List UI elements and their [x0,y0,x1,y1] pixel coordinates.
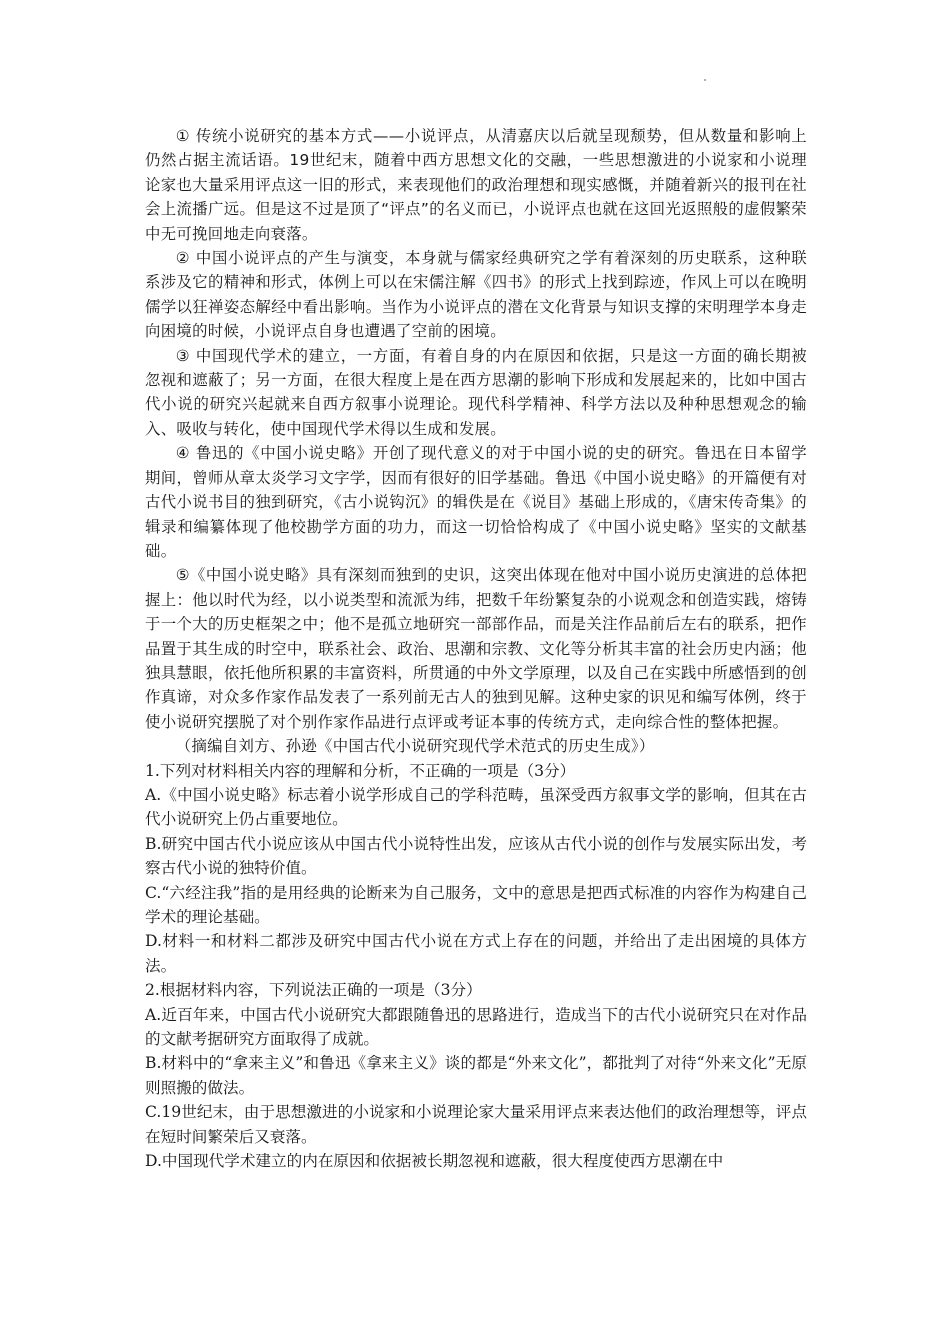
passage-paragraph-2: ② 中国小说评点的产生与演变，本身就与儒家经典研究之学有着深刻的历史联系，这种联系涉及它的精神和形式，体例上可以在宋儒注解《四书》的形式上找到踪迹，作风上可以在晚明儒学以狂禅姿态解经中看出影响。当作为小说评点的潜在文化背景与知识支撑的宋明理学本身走向困境的时候，小说评点自身也遭遇了空前的困境。 [145,249,807,341]
passage-paragraph-1: ① 传统小说研究的基本方式——小说评点，从清嘉庆以后就呈现颓势，但从数量和影响上仍然占据主流话语。19世纪末，随着中西方思想文化的交融，一些思想激进的小说家和小说理论家也大量采用评点这一旧的形式，来表现他们的政治理想和现实感慨，并随着新兴的报刊在社会上流播广远。但是这不过是顶了“评点”的名义而已，小说评点也就在这回光返照般的虚假繁荣中无可挽回地走向衰落。 [145,127,807,243]
question-1-stem: 1.下列对材料相关内容的理解和分析，不正确的一项是（3分） [145,761,576,780]
question-1-option-d: D.材料一和材料二都涉及研究中国古代小说在方式上存在的问题，并给出了走出困境的具体方法。 [145,932,807,975]
reading-passage [145,124,807,759]
question-2-option-b: B.材料中的“拿来主义”和鲁迅《拿来主义》谈的都是“外来文化”，都批判了对待“外来文化”无原则照搬的做法。 [145,1054,807,1097]
passage-paragraph-4: ④ 鲁迅的《中国小说史略》开创了现代意义的对于中国小说的史的研究。鲁迅在日本留学期间，曾师从章太炎学习文字学，因而有很好的旧学基础。鲁迅《中国小说史略》的开篇便有对古代小说书目的独到研究，《古小说钩沉》的辑佚是在《说目》基础上形成的，《唐宋传奇集》的辑录和编纂体现了他校勘学方面的功力，而这一切恰恰构成了《中国小说史略》坚实的文献基础。 [145,444,807,560]
question-2-option-a: A.近百年来，中国古代小说研究大都跟随鲁迅的思路进行，造成当下的古代小说研究只在对作品的文献考据研究方面取得了成就。 [145,1005,807,1049]
question-2-stem: 2.根据材料内容，下列说法正确的一项是（3分） [145,981,482,1000]
question-1-option-c: C.“六经注我”指的是用经典的论断来为自己服务，文中的意思是把西式标准的内容作为构建自己学术的理论基础。 [145,883,807,926]
question-list [145,759,807,1174]
passage-paragraph-5: ⑤《中国小说史略》具有深刻而独到的史识，这突出体现在他对中国小说历史演进的总体把握上：他以时代为经，以小说类型和流派为纬，把数千年纷繁复杂的小说观念和创造实践，熔铸于一个大的历史框架之中；他不是孤立地研究一部部作品，而是关注作品前后左右的联系，把作品置于其生成的时空中，联系社会、政治、思潮和宗教、文化等分析其丰富的社会历史内涵；他独具慧眼，依托他所积累的丰富资料，所贯通的中外文学原理，以及自己在实践中所感悟到的创作真谛，对众多作家作品发表了一系列前无古人的独到见解。这种史家的识见和编写体例，终于使小说研究摆脱了对个别作家作品进行点评或考证本事的传统方式，走向综合性的整体把握。 [145,566,807,731]
passage-paragraph-3: ③ 中国现代学术的建立，一方面，有着自身的内在原因和依据，只是这一方面的确长期被忽视和遮蔽了；另一方面，在很大程度上是在西方思潮的影响下形成和发展起来的，比如中国古代小说的研究兴起就来自西方叙事小说理论。现代科学精神、科学方法以及种种思想观念的输入、吸收与转化，使中国现代学术得以生成和发展。 [145,346,807,438]
question-1-option-a: A.《中国小说史略》标志着小说学形成自己的学科范畴，虽深受西方叙事文学的影响，但其在古代小说研究上仍占重要地位。 [145,785,807,829]
scan-speck [704,79,706,81]
question-1-option-b: B.研究中国古代小说应该从中国古代小说特性出发，应该从古代小说的创作与发展实际出发，考察古代小说的独特价值。 [145,834,807,878]
question-2-option-c: C.19世纪末，由于思想激进的小说家和小说理论家大量采用评点来表达他们的政治理想等，评点在短时间繁荣后又衰落。 [145,1103,807,1146]
passage-citation: （摘编自刘方、孙逊《中国古代小说研究现代学术范式的历史生成》） [175,737,655,756]
document-page [145,124,807,1173]
question-2-option-d: D.中国现代学术建立的内在原因和依据被长期忽视和遮蔽，很大程度使西方思潮在中 [145,1152,724,1171]
